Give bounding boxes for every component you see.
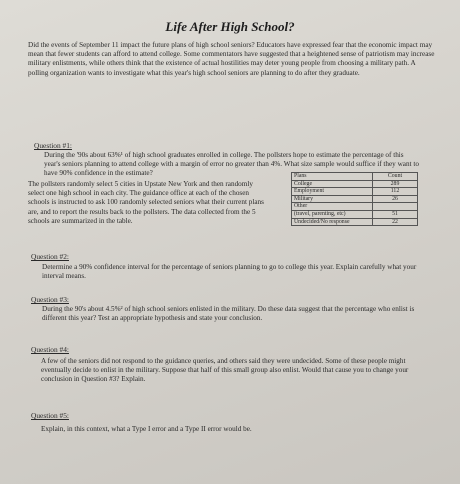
plan-cell: College (292, 180, 373, 188)
count-cell: 112 (373, 188, 418, 196)
question-4-label: Question #4: (31, 345, 69, 354)
header-count: Count (373, 173, 418, 181)
question-1-label: Question #1: (34, 141, 72, 150)
question-2-text: Determine a 90% confidence interval for the percentage of seniors planning to go to college this year. Explain carefully what your interval means. (42, 263, 417, 281)
table-row (292, 188, 418, 196)
question-1-text: During the '90s about 63%¹ of high school graduates enrolled in college. The pollsters hope to estimate the percentage of this year's seniors planning to attend college with a margin of error no greater than 4%. What size sample would suffice if they want to have 90% confidence in the estimate? (44, 151, 419, 178)
plan-cell: Military (292, 195, 373, 203)
plans-count-table (291, 172, 418, 226)
table-row (292, 218, 418, 226)
count-cell (373, 203, 418, 211)
count-cell: 22 (373, 218, 418, 226)
sampling-description: The pollsters randomly select 5 cities in Upstate New York and then randomly select one high school in each city. The guidance office at each of the chosen schools is instructed to ask 100 randomly selected seniors what their current plans are, and to report the results back to the pollsters. The data collected from the 5 schools are summarized in the table. (28, 180, 264, 225)
table-header-row (292, 173, 418, 181)
table-row (292, 195, 418, 203)
page-title: Life After High School? (165, 19, 295, 34)
header-plans: Plans (292, 173, 373, 181)
question-3-label: Question #3: (31, 295, 69, 304)
table-row (292, 210, 418, 218)
intro-paragraph: Did the events of September 11 impact the future plans of high school seniors? Educators have expressed fear that the economic impact may mean that fewer students can afford to attend college. Some commentators have suggested that a heightened sense of patriotism may increase military enlistments, while others think that the existence of actual hostilities may deter young people from choosing a military path. A polling organization wants to investigate what this year's high school seniors are planning to do after they graduate. (28, 41, 435, 77)
table-row (292, 180, 418, 188)
count-cell: 289 (373, 180, 418, 188)
question-3-text: During the 90's about 4.5%² of high school seniors enlisted in the military. Do these data suggest that the percentage who enlist is different this year? Test an appropriate hypothesis and state your conclusion. (42, 305, 415, 323)
count-cell: 51 (373, 210, 418, 218)
question-5-text: Explain, in this context, what a Type I error and a Type II error would be. (41, 425, 252, 433)
plan-cell: Other (292, 203, 373, 211)
plan-cell: Employment (292, 188, 373, 196)
count-cell: 26 (373, 195, 418, 203)
question-5-label: Question #5: (31, 411, 69, 420)
table-row (292, 203, 418, 211)
plan-cell: (travel, parenting, etc) (292, 210, 373, 218)
plan-cell: Undecided/No response (292, 218, 373, 226)
question-4-text: A few of the seniors did not respond to the guidance queries, and others said they were undecided. Some of these people might eventually decide to enlist in the military. Suppose that half of this small group also enlist. Would that cause you to change your conclusion in Question #3? Explain. (41, 357, 409, 384)
question-2-label: Question #2: (31, 252, 69, 261)
